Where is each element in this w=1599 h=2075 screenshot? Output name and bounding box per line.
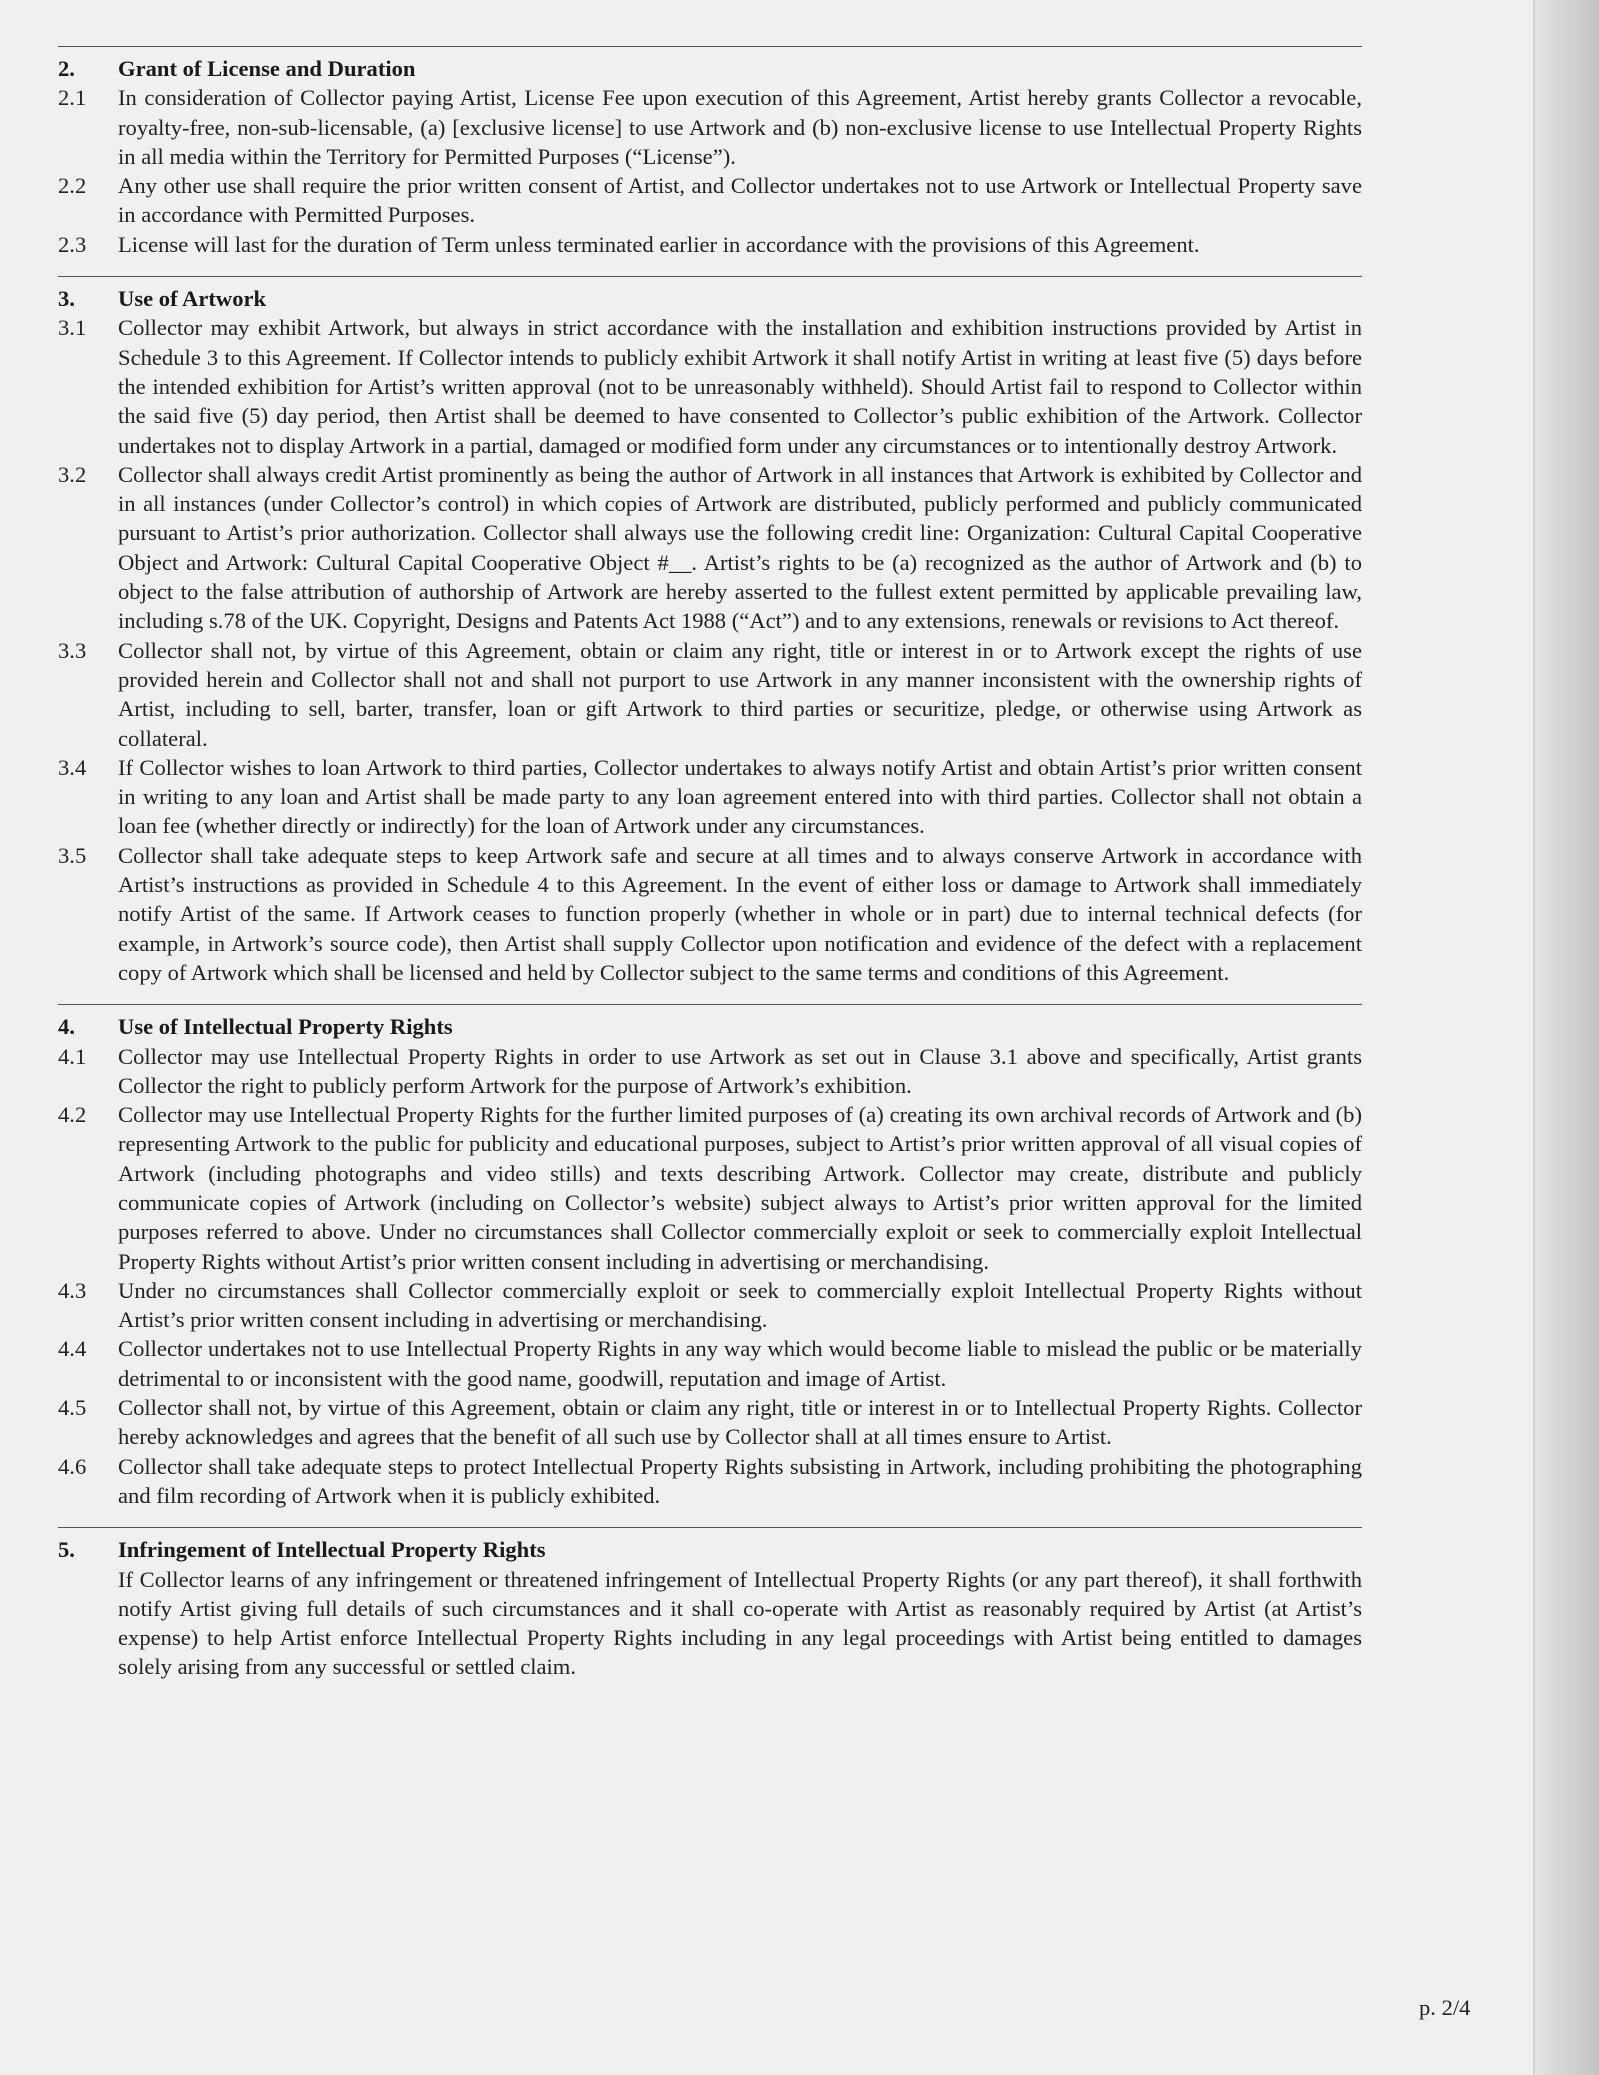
clause-text: Under no circumstances shall Collector commercially exploit or seek to commercially exploit Intellectual Property Rights without Artist’s prior written consent including in advertising or merchandising. (118, 1277, 1362, 1333)
section-number: 3. (58, 286, 75, 312)
clause (58, 83, 1362, 171)
clause-number: 4.2 (58, 1102, 87, 1128)
page-edge-line (1533, 0, 1535, 2075)
clause (58, 313, 1362, 459)
section-5-infringement (58, 1527, 1362, 1681)
clause-text: If Collector learns of any infringement or threatened infringement of Intellectual Property Rights (or any part thereof), it shall forthwith notify Artist giving full details of such circumstances and it shall co-operate with Artist as reasonably required by Artist (at Artist’s expense) to help Artist enforce Intellectual Property Rights including in any legal proceedings with Artist being entitled to damages solely arising from any successful or settled claim. (118, 1566, 1362, 1680)
clause (58, 230, 1362, 259)
section-heading (58, 1012, 1362, 1041)
section-title: Use of Intellectual Property Rights (118, 1014, 453, 1040)
page-edge-shadow (1533, 0, 1599, 2075)
clause-number: 2.3 (58, 231, 87, 257)
clause (58, 1452, 1362, 1511)
section-title: Infringement of Intellectual Property Rights (118, 1537, 546, 1563)
clause-number: 4.5 (58, 1395, 87, 1421)
clause-text: If Collector wishes to loan Artwork to third parties, Collector undertakes to always notify Artist and obtain Artist’s prior written consent in writing to any loan and Artist shall be made party to any loan agreement entered into with third parties. Collector shall not obtain a loan fee (whether directly or indirectly) for the loan of Artwork under any circumstances. (118, 754, 1362, 839)
section-title: Grant of License and Duration (118, 56, 416, 81)
clause (58, 1276, 1362, 1335)
clause-text: In consideration of Collector paying Artist, License Fee upon execution of this Agreement, Artist hereby grants Collector a revocable, royalty-free, non-sub-licensable, (a) [exclusive license] to use Artwork and (b) non-exclusive license to use Intellectual Property Rights in all media within the Territory for Permitted Purposes (“License”). (118, 85, 1362, 169)
clause-text: Collector may use Intellectual Property Rights for the further limited purposes of (a) creating its own archival records of Artwork and (b) representing Artwork to the public for publicity and educational purposes, subject to Artist’s prior written approval of all visual copies of Artwork (including photographs and video stills) and texts describing Artwork. Collector may create, distribute and publicly communicate copies of Artwork (including on Collector’s website) subject always to Artist’s prior written approval for the limited purposes referred to above. Under no circumstances shall Collector commercially exploit or seek to commercially exploit Intellectual Property Rights without Artist’s prior written consent including in advertising or merchandising. (118, 1102, 1362, 1274)
clause (58, 1393, 1362, 1452)
clause-text: Collector shall take adequate steps to protect Intellectual Property Rights subsisting in Artwork, including prohibiting the photographing and film recording of Artwork when it is publicly exhibited. (118, 1453, 1362, 1508)
section-number: 4. (58, 1014, 75, 1040)
section-number: 2. (58, 56, 75, 81)
section-title: Use of Artwork (118, 286, 267, 312)
clause-number (58, 1565, 118, 1682)
clause-number: 4.1 (58, 1043, 87, 1069)
section-3-use-of-artwork (58, 276, 1362, 987)
clause (58, 753, 1362, 841)
clause-text: Collector may use Intellectual Property Rights in order to use Artwork as set out in Clause 3.1 above and specifically, Artist grants Collector the right to publicly perform Artwork for the purpose of Artwork’s exhibition. (118, 1043, 1362, 1098)
clause (58, 171, 1362, 230)
clause (58, 460, 1362, 636)
clause (58, 1100, 1362, 1276)
clause-number: 3.2 (58, 461, 87, 487)
clause-number: 4.3 (58, 1277, 87, 1303)
clause-number: 3.3 (58, 637, 87, 663)
clause-text: Any other use shall require the prior written consent of Artist, and Collector undertakes not to use Artwork or Intellectual Property save in accordance with Permitted Purposes. (118, 173, 1362, 228)
clause-text: Collector shall not, by virtue of this Agreement, obtain or claim any right, title or interest in or to Intellectual Property Rights. Collector hereby acknowledges and agrees that the benefit of all such use by Collector shall at all times ensure to Artist. (118, 1395, 1362, 1450)
section-heading (58, 54, 1362, 83)
clause-number: 3.1 (58, 315, 87, 341)
clause-number: 3.5 (58, 842, 87, 868)
document-body (58, 46, 1362, 1699)
clause-text: Collector shall take adequate steps to keep Artwork safe and secure at all times and to always conserve Artwork in accordance with Artist’s instructions as provided in Schedule 4 to this Agreement. In the event of either loss or damage to Artwork shall immediately notify Artist of the same. If Artwork ceases to function properly (whether in whole or in part) due to internal technical defects (for example, in Artwork’s source code), then Artist shall supply Collector upon notification and evidence of the defect with a replacement copy of Artwork which shall be licensed and held by Collector subject to the same terms and conditions of this Agreement. (118, 842, 1362, 985)
clause-number: 2.1 (58, 85, 87, 111)
clause (58, 841, 1362, 987)
section-2-grant-of-license (58, 46, 1362, 259)
clause (58, 636, 1362, 753)
page-number: p. 2/4 (1419, 1995, 1471, 2020)
clause (58, 1565, 1362, 1682)
clause-text: Collector shall not, by virtue of this Agreement, obtain or claim any right, title or interest in or to Artwork except the rights of use provided herein and Collector shall not and shall not purport to use Artwork in any manner inconsistent with the ownership rights of Artist, including to sell, barter, transfer, loan or gift Artwork to third parties or securitize, pledge, or otherwise using Artwork as collateral. (118, 637, 1362, 751)
section-4-use-of-ip-rights (58, 1004, 1362, 1510)
section-number: 5. (58, 1537, 75, 1563)
clause-number: 2.2 (58, 173, 87, 199)
section-heading (58, 1535, 1362, 1564)
clause (58, 1334, 1362, 1393)
clause-text: Collector may exhibit Artwork, but always in strict accordance with the installation and exhibition instructions provided by Artist in Schedule 3 to this Agreement. If Collector intends to publicly exhibit Artwork it shall notify Artist in writing at least five (5) days before the intended exhibition for Artist’s written approval (not to be unreasonably withheld). Should Artist fail to respond to Collector within the said five (5) day period, then Artist shall be deemed to have consented to Collector’s public exhibition of the Artwork. Collector undertakes not to display Artwork in a partial, damaged or modified form under any circumstances or to intentionally destroy Artwork. (118, 315, 1362, 458)
clause-number: 3.4 (58, 754, 87, 780)
clause-text: License will last for the duration of Term unless terminated earlier in accordance with the provisions of this Agreement. (118, 231, 1200, 257)
clause-number: 4.4 (58, 1336, 87, 1362)
section-heading (58, 284, 1362, 313)
clause-text: Collector undertakes not to use Intellectual Property Rights in any way which would become liable to mislead the public or be materially detrimental to or inconsistent with the good name, goodwill, reputation and image of Artist. (118, 1336, 1362, 1391)
clause-number: 4.6 (58, 1453, 87, 1479)
clause-text: Collector shall always credit Artist prominently as being the author of Artwork in all instances that Artwork is exhibited by Collector and in all instances (under Collector’s control) in which copies of Artwork are distributed, publicly performed and publicly communicated pursuant to Artist’s prior authorization. Collector shall always use the following credit line: Organization: Cultural Capital Cooperative Object and Artwork: Cultural Capital Cooperative Object #__. Artist’s rights to be (a) recognized as the author of Artwork and (b) to object to the false attribution of authorship of Artwork are hereby asserted to the fullest extent permitted by applicable prevailing law, including s.78 of the UK. Copyright, Designs and Patents Act 1988 (“Act”) and to any extensions, renewals or revisions to Act thereof. (118, 461, 1362, 634)
clause (58, 1042, 1362, 1101)
